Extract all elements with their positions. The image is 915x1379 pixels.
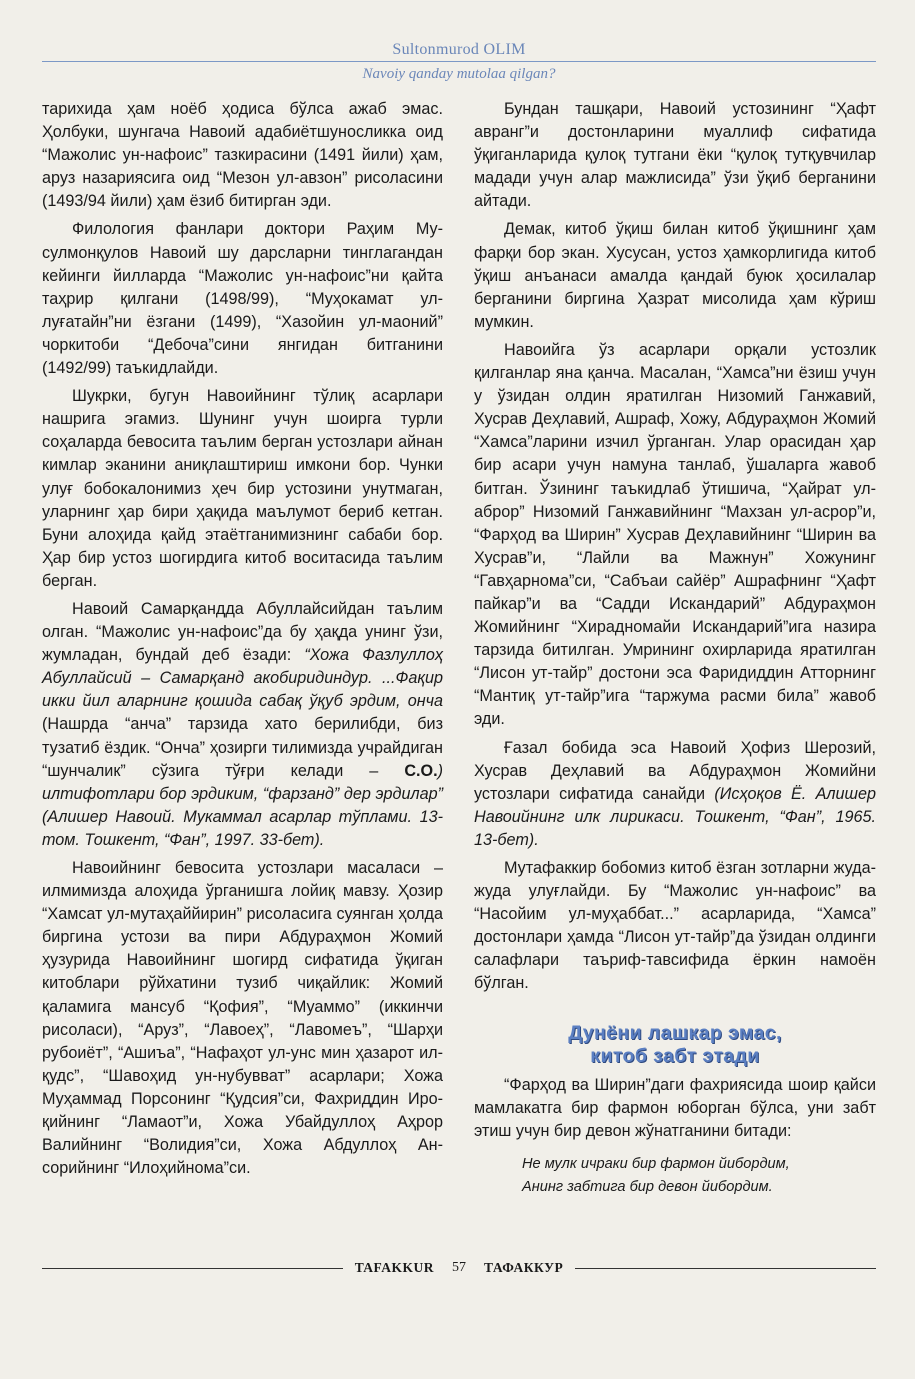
running-header — [42, 40, 876, 84]
reference: (Исҳоқов Ё. Алишер Навоийнинг илк лирикаси. Тошкент, “Фан”, 1965. 13-бет). — [474, 784, 876, 849]
footer-magazine-latin: TAFAKKUR — [354, 1260, 435, 1275]
section-title — [474, 1022, 876, 1068]
footer-rule-right — [575, 1268, 876, 1269]
quote-run: “Хожа Фазлуллоҳ Абуллайсий – Самарқанд акобиридиндур. ...Фақир икки йил аларнинг қошида сабақ ўқуб эрдим, онча — [42, 646, 443, 711]
verse-line: Не мулк ичраки бир фармон йибордим, — [522, 1155, 790, 1172]
paragraph: “Фарҳод ва Ширин”даги фахриясида шоир қайси мамлакатга бир фармон юборган бўлса, уни забт этиш учун бир девон жўнатганини битади: — [474, 1075, 876, 1140]
section-title-line: китоб забт этади — [590, 1044, 760, 1067]
text-run: Ғазал бобида эса Навоий Ҳофиз Шерозий, Хусрав Деҳлавий ва Абдураҳмон Жомийни устозлари сифатида санайди — [474, 738, 876, 803]
page-footer — [42, 1256, 876, 1280]
editor-note: (Нашрда “анча” тарзида хато берилибди, биз тузатиб ёздик. “Онча” ҳозирги тилимизда учрайдиган “шунчалик” сўзига тўғри келади – — [42, 715, 443, 780]
verse-line: Анинг забтига бир девон йибордим. — [522, 1178, 773, 1195]
text-run: Навоий Самарқандда Абуллайсийдан таълим олган. “Мажолис ун-нафоис”да бу ҳақда унинг ўзи, жумладан, бундай деб ёзади: — [42, 599, 443, 665]
header-subtitle: Navoiy qanday mutolaa qilgan? — [362, 66, 556, 82]
paragraph: Навоийнинг бевосита устозлари масаласи – илмимизда алоҳида ўрганишга лойиқ мавзу. Ҳозир “Хамсат ул-мутаҳаййирин” рисоласига суянган ҳолда биргина устози ва пири Абдураҳмон Жомий ҳузурида Навоийнинг шогирд сифатида ўқиган китоблари рўйхатини тузиб чиқайлик: Жомий қаламига мансуб “Қофия”, “Муаммо” (иккинчи рисоласи), “Аруз”, “Лавоеҳ”, “Лавомеъ”, “Шарҳи рубоиёт”, “Ашиъа”, “Нафаҳот ул-унс мин ҳазарот ил-қудс”, “Шавоҳид ун-нубувват” асарлари; Хожа Муҳаммад Порсонинг “Қудсия”си, Фахриддин Ироқийнинг “Ламаот”и, Хожа Убайдуллоҳ Аҳрор Валийнинг “Волидия”си, Хожа Абдуллоҳ Ансорийнинг “Илоҳийнома”си. — [42, 859, 443, 1178]
paragraph: Шукрки, бугун Навоийнинг тўлиқ асарлари нашрига эгамиз. Шунинг учун шоирга турли соҳаларда бевосита таълим берган устозлари айнан кимлар эканини аниқлаштириш имкони бор. Чунки улуғ бобокалонимиз ҳеч бир устозини унутмаган, уларнинг ҳар бири ҳақида маълумот бериб кетган. Буни алоҳида қайд этаётганимизнинг сабаби бор. Ҳар бир устоз шогирдига китоб воситасида таълим берган. — [42, 387, 443, 590]
page-number: 57 — [452, 1260, 467, 1275]
paragraph: Бундан ташқари, Навоий устозининг “Ҳафт авранг”и достонларини муаллиф сифатида ўқиганларида қулоқ тутгани ёки “қулоқ тутқувчилар мадади учун алар мажлисида” ўзи ўқиб берганини айтади. — [474, 100, 876, 211]
paragraph: Мутафаккир бобомиз китоб ёзган зотларни жуда-жуда улуғлайди. Бу “Мажолис ун-нафоис” ва “Насойим ул-муҳаббат...” асарларида, “Хамса” достонлари ҳамда “Лисон ут-тайр”да ўзидан олдинги салафлари таъриф-тавсифида ёркин намоён бўлган. — [474, 859, 876, 993]
right-column — [474, 98, 876, 1199]
paragraph: Демак, китоб ўқиш билан китоб ўқишнинг ҳам фарқи бор экан. Хусусан, устоз ҳамкорлигида китоб ўқиш анъанаси амалда қандай буюк ҳосилалар берганини биргина Ҳазрат мисолида ҳам кўриш мумкин. — [474, 220, 876, 331]
header-rule — [42, 61, 876, 62]
paragraph — [474, 737, 876, 852]
paragraph — [42, 598, 443, 852]
author-initials: С.О. — [404, 761, 438, 780]
left-column — [42, 98, 443, 1180]
header-author: Sultonmurod OLIM — [392, 41, 526, 58]
footer-magazine-cyrillic: ТАФАККУР — [484, 1260, 564, 1275]
quote-run: ) илтифотлари бор эрдиким, “фарзанд” дер эрдилар” (Алишер Навоий. Мукаммал асарлар тўплами. 13-том. Тошкент, “Фан”, 1997. 33-бет). — [42, 761, 443, 849]
paragraph: тарихида ҳам ноёб ҳодиса бўлса ажаб эмас. Ҳолбуки, шунгача Навоий адабиётшуносликка оид “Мажолис ун-нафоис” тазкирасини (1491 йили) ҳам, аруз назариясига оид “Мезон ул-авзон” рисоласини (1493/94 йили) ҳам ёзиб битирган эди. — [42, 100, 443, 211]
paragraph: Филология фанлари доктори Раҳим Мусулмонқулов Навоий шу дарсларни тинглагандан кейинги йилларда “Мажолис ун-нафоис”ни қайта таҳрир қилгани (1498/99), “Муҳокамат ул-луғатайн”ни ёзгани (1499), “Хазойин ул-маоний” чоркитоби “Дебоча”сини янгидан битганини (1492/99) таъкидлайди. — [42, 220, 443, 378]
section-title-line: Дунёни лашкар эмас, — [568, 1021, 782, 1044]
paragraph: Навоийга ўз асарлари орқали устозлик қилганлар яна қанча. Масалан, “Хамса”ни ёзиш учун у ўзидан олдин яратилган Низомий Ганжавий, Хусрав Деҳлавий, Ашраф, Хожу, Абдураҳмон Жомий “Хамса”ларини изчил ўрганган. Улар орасидан ҳар бир асари учун намуна танлаб, ўшаларга жавоб битган. Ўзининг таъкидлаб ўтишича, “Ҳайрат ул-аброр” Низомий Ганжавийнинг “Махзан ул-асрор”и, “Фарҳод ва Ширин” Хусрав Деҳлавийнинг “Ширин ва Хусрав”и, “Лайли ва Мажнун” Хожунинг “Гавҳарнома”си, “Сабъаи сайёр” Ашрафнинг “Ҳафт пайкар”и ва “Садди Искандарий” Абдураҳмон Жомийнинг “Хирадномайи Искандарий”ига назира тарзида битилган. Умрининг охирларида яратилган “Лисон ут-тайр” достони эса Фаридиддин Атторнинг “Мантиқ ут-тайр”ига “таржума расми била” жавоб эди. — [474, 340, 876, 729]
footer-rule-left — [42, 1268, 343, 1269]
verse-quote — [522, 1153, 876, 1199]
